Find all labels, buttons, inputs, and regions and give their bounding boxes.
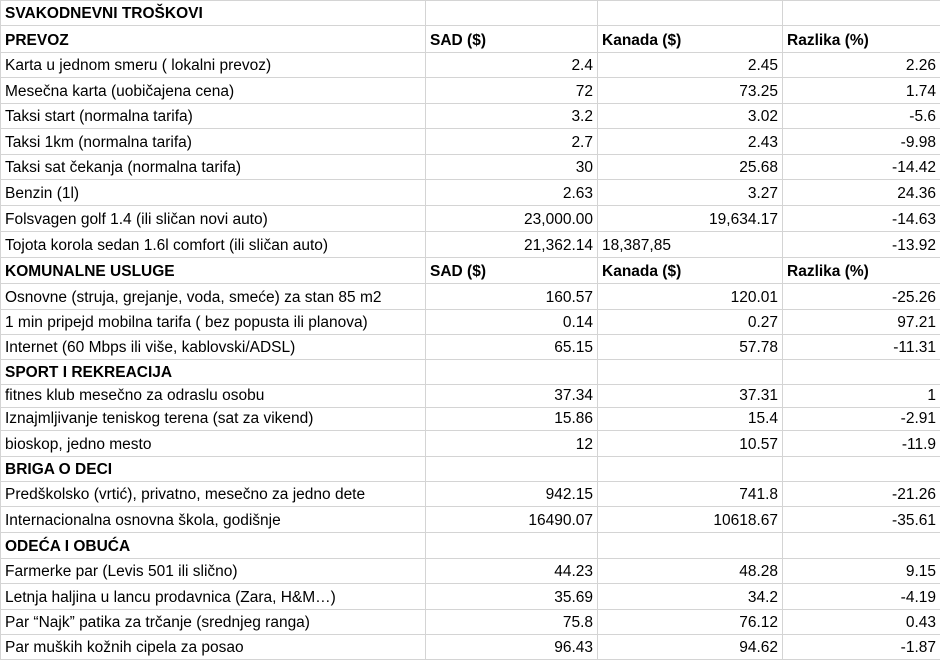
table-row [1, 431, 940, 457]
usa-value-cell[interactable]: 44.23 [426, 559, 598, 584]
canada-value-cell[interactable]: 57.78 [598, 335, 783, 360]
sheet-title[interactable]: SVAKODNEVNI TROŠKOVI [1, 1, 426, 26]
canada-value-cell[interactable]: 10618.67 [598, 507, 783, 533]
item-cell[interactable]: Osnovne (struja, grejanje, voda, smeće) za stan 85 m2 [1, 284, 426, 310]
item-cell[interactable]: Internet (60 Mbps ili više, kablovski/ADSL) [1, 335, 426, 360]
empty-cell[interactable] [426, 1, 598, 26]
canada-value-cell[interactable]: 73.25 [598, 78, 783, 104]
table-row [1, 232, 940, 258]
table-row [1, 610, 940, 635]
usa-value-cell[interactable]: 37.34 [426, 385, 598, 408]
table-row [1, 507, 940, 533]
column-header[interactable]: Razlika (%) [783, 26, 940, 53]
section-header-row [1, 26, 940, 53]
item-cell[interactable]: Farmerke par (Levis 501 ili slično) [1, 559, 426, 584]
column-header[interactable] [783, 457, 940, 482]
canada-value-cell[interactable]: 3.02 [598, 104, 783, 129]
item-cell[interactable]: Taksi 1km (normalna tarifa) [1, 129, 426, 155]
canada-value-cell[interactable]: 2.45 [598, 53, 783, 78]
item-cell[interactable]: Folsvagen golf 1.4 (ili sličan novi auto) [1, 206, 426, 232]
usa-value-cell[interactable]: 2.7 [426, 129, 598, 155]
difference-cell[interactable]: 24.36 [783, 180, 940, 206]
table-row [1, 284, 940, 310]
item-cell[interactable]: Benzin (1l) [1, 180, 426, 206]
usa-value-cell[interactable]: 35.69 [426, 584, 598, 610]
table-row [1, 104, 940, 129]
item-cell[interactable]: Mesečna karta (uobičajena cena) [1, 78, 426, 104]
usa-value-cell[interactable]: 0.14 [426, 310, 598, 335]
item-cell[interactable]: Taksi sat čekanja (normalna tarifa) [1, 155, 426, 180]
item-cell[interactable]: Karta u jednom smeru ( lokalni prevoz) [1, 53, 426, 78]
canada-value-cell[interactable]: 10.57 [598, 431, 783, 457]
difference-cell[interactable]: 1.74 [783, 78, 940, 104]
difference-cell[interactable]: 97.21 [783, 310, 940, 335]
canada-value-cell[interactable]: 741.8 [598, 482, 783, 507]
column-header[interactable] [426, 360, 598, 385]
difference-cell[interactable]: -9.98 [783, 129, 940, 155]
usa-value-cell[interactable]: 942.15 [426, 482, 598, 507]
canada-value-cell[interactable]: 2.43 [598, 129, 783, 155]
item-cell[interactable]: bioskop, jedno mesto [1, 431, 426, 457]
difference-cell[interactable]: -13.92 [783, 232, 940, 258]
canada-value-cell[interactable]: 15.4 [598, 408, 783, 431]
column-header[interactable] [426, 533, 598, 559]
table-row [1, 206, 940, 232]
usa-value-cell[interactable]: 72 [426, 78, 598, 104]
section-title[interactable]: BRIGA O DECI [1, 457, 426, 482]
column-header[interactable]: Kanada ($) [598, 26, 783, 53]
difference-cell[interactable]: -5.6 [783, 104, 940, 129]
item-cell[interactable]: Par “Najk” patika za trčanje (srednjeg ranga) [1, 610, 426, 635]
section-header-row [1, 360, 940, 385]
empty-cell[interactable] [783, 1, 940, 26]
difference-cell[interactable]: -25.26 [783, 284, 940, 310]
column-header[interactable]: Razlika (%) [783, 258, 940, 284]
difference-cell[interactable]: -14.63 [783, 206, 940, 232]
usa-value-cell[interactable]: 96.43 [426, 635, 598, 660]
difference-cell[interactable]: -11.9 [783, 431, 940, 457]
section-header-row [1, 258, 940, 284]
column-header[interactable] [598, 533, 783, 559]
sheet-title-row [1, 1, 940, 26]
column-header[interactable] [783, 533, 940, 559]
item-cell[interactable]: Taksi start (normalna tarifa) [1, 104, 426, 129]
usa-value-cell[interactable]: 160.57 [426, 284, 598, 310]
sheet-body [1, 1, 940, 660]
table-row [1, 53, 940, 78]
canada-value-cell[interactable]: 34.2 [598, 584, 783, 610]
item-cell[interactable]: Par muških kožnih cipela za posao [1, 635, 426, 660]
table-row [1, 559, 940, 584]
table-row [1, 129, 940, 155]
column-header[interactable]: Kanada ($) [598, 258, 783, 284]
difference-cell[interactable]: 2.26 [783, 53, 940, 78]
table-row [1, 155, 940, 180]
canada-value-cell[interactable]: 48.28 [598, 559, 783, 584]
item-cell[interactable]: Iznajmljivanje teniskog terena (sat za vikend) [1, 408, 426, 431]
table-row [1, 482, 940, 507]
section-title[interactable]: SPORT I REKREACIJA [1, 360, 426, 385]
difference-cell[interactable]: -11.31 [783, 335, 940, 360]
usa-value-cell[interactable]: 30 [426, 155, 598, 180]
difference-cell[interactable]: 0.43 [783, 610, 940, 635]
table-row [1, 180, 940, 206]
canada-value-cell[interactable]: 3.27 [598, 180, 783, 206]
section-header-row [1, 533, 940, 559]
difference-cell[interactable]: -21.26 [783, 482, 940, 507]
usa-value-cell[interactable]: 65.15 [426, 335, 598, 360]
usa-value-cell[interactable]: 15.86 [426, 408, 598, 431]
table-row [1, 335, 940, 360]
table-row [1, 584, 940, 610]
empty-cell[interactable] [598, 1, 783, 26]
canada-value-cell[interactable]: 0.27 [598, 310, 783, 335]
usa-value-cell[interactable]: 2.63 [426, 180, 598, 206]
item-cell[interactable]: fitnes klub mesečno za odraslu osobu [1, 385, 426, 408]
column-header[interactable] [598, 360, 783, 385]
section-title[interactable]: PREVOZ [1, 26, 426, 53]
usa-value-cell[interactable]: 12 [426, 431, 598, 457]
item-cell[interactable]: Predškolsko (vrtić), privatno, mesečno za jedno dete [1, 482, 426, 507]
canada-value-cell[interactable]: 25.68 [598, 155, 783, 180]
difference-cell[interactable]: 1 [783, 385, 940, 408]
table-row [1, 408, 940, 431]
difference-cell[interactable]: -1.87 [783, 635, 940, 660]
canada-value-cell[interactable]: 76.12 [598, 610, 783, 635]
table-row [1, 385, 940, 408]
canada-value-cell[interactable]: 18,387,85 [598, 232, 783, 258]
item-cell[interactable]: 1 min pripejd mobilna tarifa ( bez popusta ili planova) [1, 310, 426, 335]
difference-cell[interactable]: -14.42 [783, 155, 940, 180]
usa-value-cell[interactable]: 16490.07 [426, 507, 598, 533]
difference-cell[interactable]: 9.15 [783, 559, 940, 584]
usa-value-cell[interactable]: 75.8 [426, 610, 598, 635]
item-cell[interactable]: Letnja haljina u lancu prodavnica (Zara, H&M…) [1, 584, 426, 610]
column-header[interactable]: SAD ($) [426, 26, 598, 53]
difference-cell[interactable]: -2.91 [783, 408, 940, 431]
canada-value-cell[interactable]: 19,634.17 [598, 206, 783, 232]
difference-cell[interactable]: -4.19 [783, 584, 940, 610]
canada-value-cell[interactable]: 37.31 [598, 385, 783, 408]
usa-value-cell[interactable]: 21,362.14 [426, 232, 598, 258]
usa-value-cell[interactable]: 2.4 [426, 53, 598, 78]
difference-cell[interactable]: -35.61 [783, 507, 940, 533]
section-title[interactable]: KOMUNALNE USLUGE [1, 258, 426, 284]
canada-value-cell[interactable]: 94.62 [598, 635, 783, 660]
column-header[interactable] [426, 457, 598, 482]
item-cell[interactable]: Internacionalna osnovna škola, godišnje [1, 507, 426, 533]
column-header[interactable]: SAD ($) [426, 258, 598, 284]
section-header-row [1, 457, 940, 482]
table-row [1, 310, 940, 335]
column-header[interactable] [598, 457, 783, 482]
column-header[interactable] [783, 360, 940, 385]
item-cell[interactable]: Tojota korola sedan 1.6l comfort (ili sličan auto) [1, 232, 426, 258]
table-row [1, 78, 940, 104]
section-title[interactable]: ODEĆA I OBUĆA [1, 533, 426, 559]
usa-value-cell[interactable]: 3.2 [426, 104, 598, 129]
usa-value-cell[interactable]: 23,000.00 [426, 206, 598, 232]
canada-value-cell[interactable]: 120.01 [598, 284, 783, 310]
